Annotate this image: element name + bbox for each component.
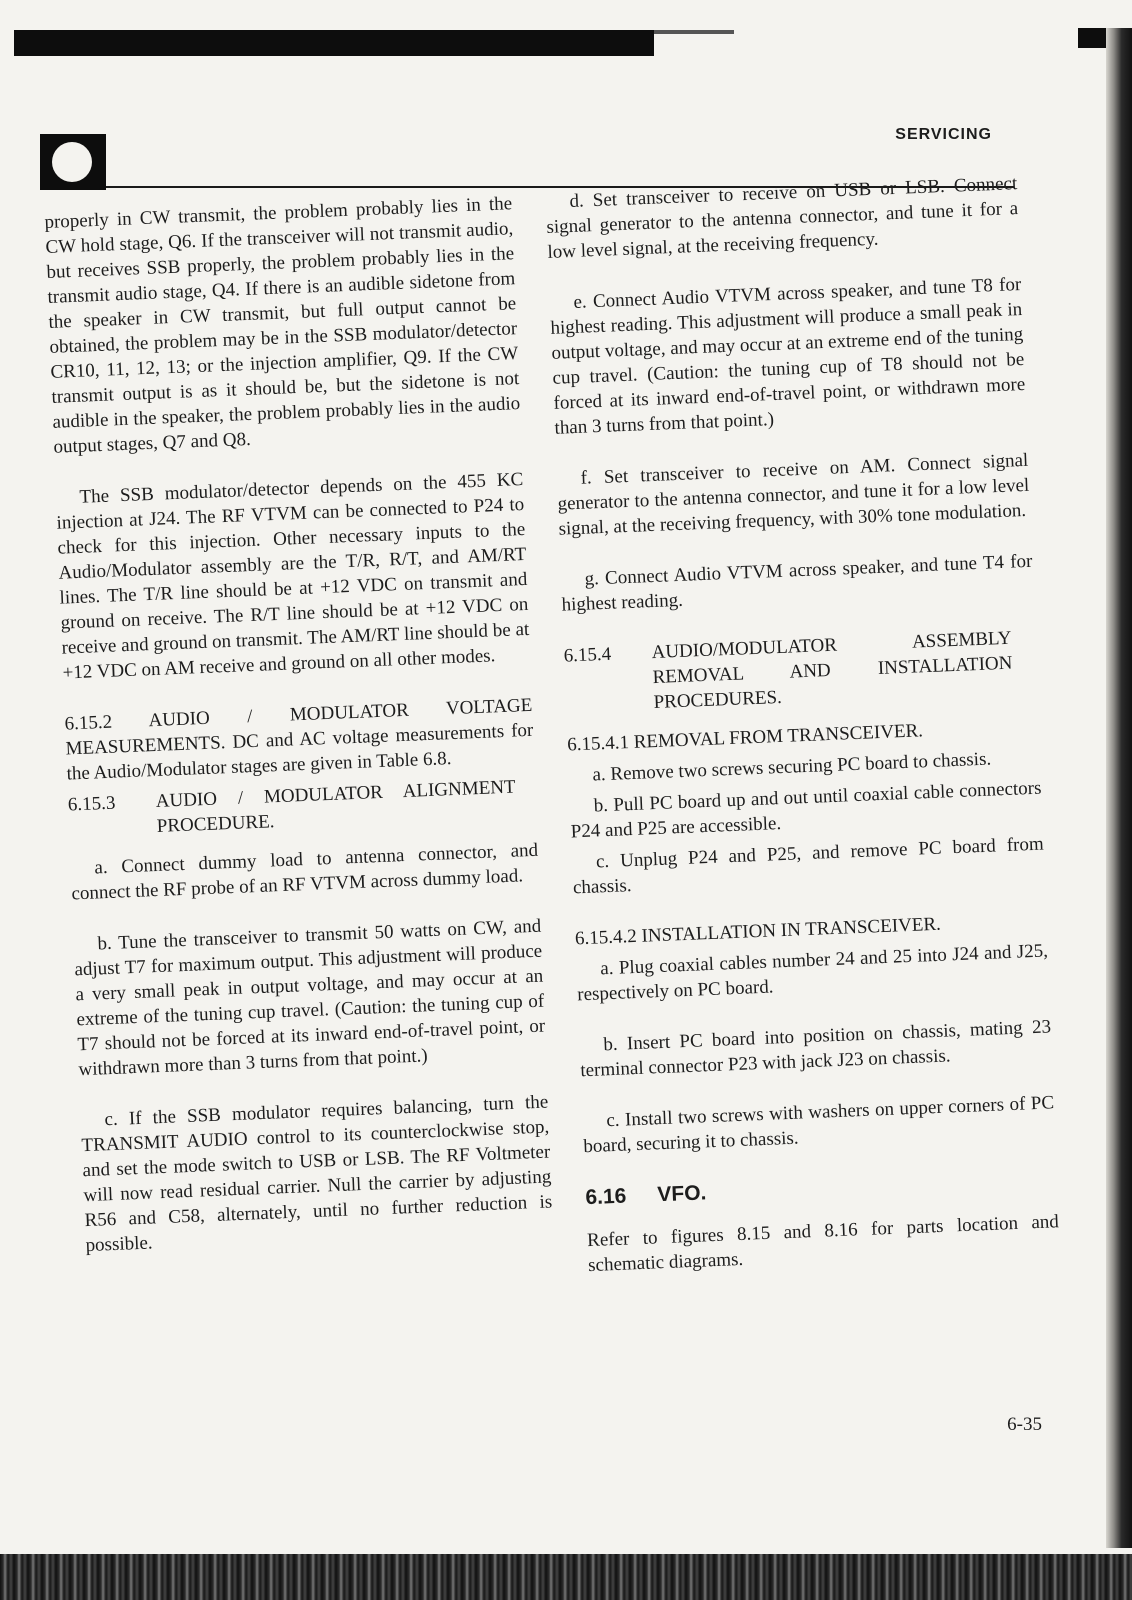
removal-step-b: b. Pull PC board up and out until coaxial cable connectors P24 and P25 are accessible. xyxy=(570,777,1042,843)
alignment-step-e: e. Connect Audio VTVM across speaker, and tune T8 for highest reading. This adjustment will produce a small peak in output voltage, and may occur at an extreme end of the tuning cup travel. (Caution: the tuning cup of T8 should not be forced at its inward end-of-travel point, or withdrawn more than 3 turns from that point.) xyxy=(550,273,1026,439)
logo-circle-icon xyxy=(52,142,92,182)
heading-text: VFO. xyxy=(656,1181,707,1207)
heading-number: 6.16 xyxy=(585,1184,627,1210)
alignment-step-b: b. Tune the transceiver to transmit 50 watts on CW, and adjust T7 for maximum output. This adjustment will produce a very small peak in output voltage, and may occur at an extreme of the tuning cup travel. (Caution: the tuning cup of T7 should not be forced at its inward end-of-travel point, or withdrawn more than 3 turns from that point.) xyxy=(74,915,546,1081)
heading-text: AUDIO / MODULATOR ALIGNMENT PROCEDURE. xyxy=(155,776,516,837)
heading-6-16 xyxy=(585,1166,1058,1210)
binding-spine xyxy=(1106,28,1132,1548)
top-edge-fade xyxy=(654,30,734,34)
heading-number: 6.15.3 xyxy=(67,792,116,816)
alignment-step-c: c. If the SSB modulator requires balancing, turn the TRANSMIT AUDIO control to its counterclockwise stop, and set the mode switch to USB or LSB. The RF Voltmeter will now read residual carrier. Null the carrier by adjusting R56 and C58, alternately, until no further reduction is possible. xyxy=(81,1091,553,1257)
install-step-c: c. Install two screws with washers on upper corners of PC board, securing it to chassis. xyxy=(583,1092,1055,1158)
alignment-step-g: g. Connect Audio VTVM across speaker, and tune T4 for highest reading. xyxy=(561,550,1033,616)
heading-6-15-4 xyxy=(563,625,1038,719)
heading-6-15-3 xyxy=(67,774,537,843)
paragraph-modulator-inputs: The SSB modulator/detector depends on the 455 KC injection at J24. The RF VTVM can be connected to P24 to check for this injection. Other necessary inputs to the Audio/Modulator assembly are the T/R, R/T, and AM/RT lines. The T/R line should be at +12 VDC on transmit and ground on receive. The R/T line should be at +12 VDC on receive and ground on transmit. The AM/RT line should be at +12 VDC on AM receive and ground on all other modes. xyxy=(56,468,530,684)
right-column xyxy=(545,171,1061,1304)
heading-6-15-4-2: 6.15.4.2 INSTALLATION IN TRANSCEIVER. xyxy=(574,913,942,950)
install-step-b: b. Insert PC board into position on chassis, mating 23 terminal connector P23 with jack J23 on chassis. xyxy=(579,1016,1052,1082)
install-step-a: a. Plug coaxial cables number 24 and 25 into J24 and J25, respectively on PC board. xyxy=(576,940,1049,1006)
heading-text: AUDIO/MODULATOR ASSEMBLY REMOVAL AND INSTALLATION PROCEDURES. xyxy=(651,627,1013,714)
section-title: SERVICING xyxy=(895,126,992,143)
section-6-15-2: 6.15.2 AUDIO / MODULATOR VOLTAGE MEASUREMENTS. DC and AC voltage measurements for the Audio/Modulator stages are given in Table 6.8. xyxy=(64,694,534,785)
page-number: 6-35 xyxy=(1007,1414,1042,1435)
top-edge-bar xyxy=(14,30,654,56)
alignment-step-a: a. Connect dummy load to antenna connector, and connect the RF probe of an RF VTVM across dummy load. xyxy=(71,839,539,905)
removal-step-a: a. Remove two screws securing PC board to chassis. xyxy=(592,748,992,786)
removal-step-c: c. Unplug P24 and P25, and remove PC board from chassis. xyxy=(572,833,1045,899)
paragraph-problem-diagnosis: properly in CW transmit, the problem probably lies in the CW hold stage, Q6. If the transceiver will not transmit audio, but receives SSB properly, the problem probably lies in the transmit audio stage, Q4. If there is an audible sidetone from the speaker in CW transmit, but full output cannot be obtained, the problem may be in the SSB modulator/detector CR10, 11, 12, 13; or the injection amplifier, Q9. If the CW transmit output is as it should be, but the sidetone is not audible in the speaker, the problem probably lies in the audio output stages, Q7 and Q8. xyxy=(44,193,521,458)
bottom-scan-edge xyxy=(0,1554,1132,1600)
alignment-step-f: f. Set transceiver to receive on AM. Connect signal generator to the antenna connector, and tune it for a low level signal, at the receiving frequency, with 30% tone modulation. xyxy=(557,449,1030,540)
left-column xyxy=(44,191,555,1284)
alignment-step-d: d. Set transceiver to receive on USB or LSB. Connect signal generator to the antenna connector, and tune it for a low level signal, at the receiving frequency. xyxy=(546,173,1019,263)
manual-logo-icon xyxy=(40,134,106,190)
heading-number: 6.15.4 xyxy=(563,643,612,667)
vfo-paragraph: Refer to figures 8.15 and 8.16 for parts location and schematic diagrams. xyxy=(586,1211,1060,1277)
heading-6-15-4-1: 6.15.4.1 REMOVAL FROM TRANSCEIVER. xyxy=(566,720,924,756)
